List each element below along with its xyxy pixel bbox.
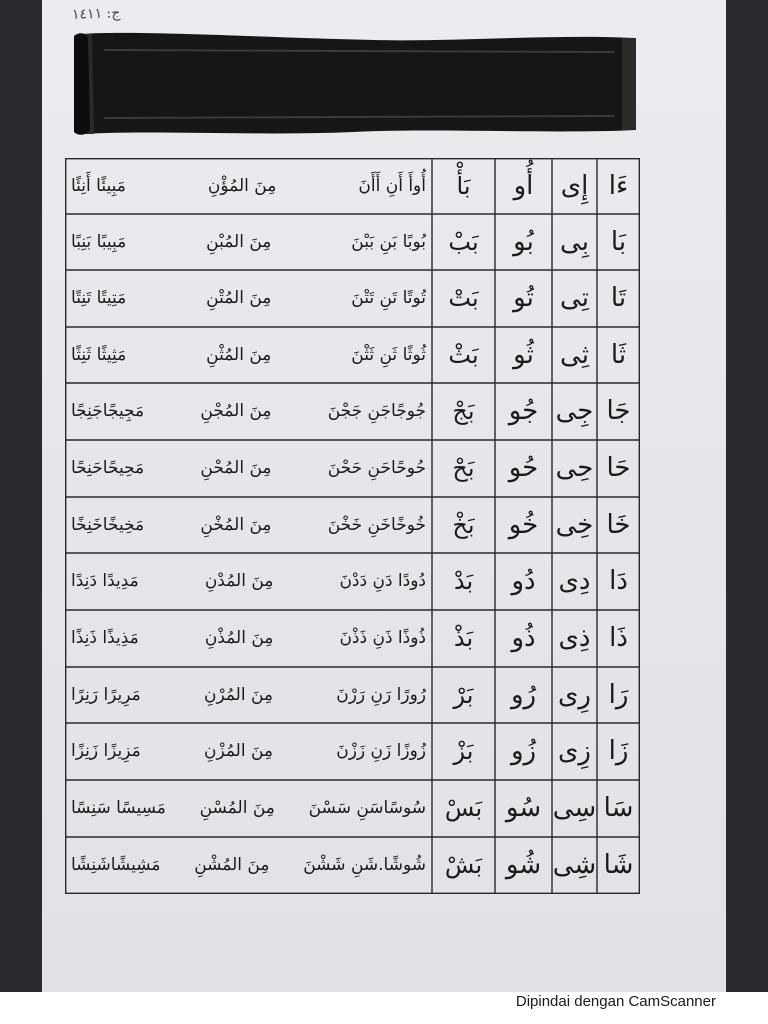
cell-dammah: سُو <box>505 793 542 823</box>
practice-words: سُوسًاسَنِ سَسْنَ <box>308 798 426 818</box>
table-row <box>65 837 640 893</box>
table-row <box>65 667 640 723</box>
cell-fathah: شَا <box>603 850 634 880</box>
cell-kasrah: حِى <box>555 453 594 483</box>
cell-fathah: زَا <box>608 736 629 766</box>
cell-practice <box>65 497 432 553</box>
cell-practice <box>65 270 432 326</box>
cell-practice <box>65 440 432 496</box>
cell-practice <box>65 667 432 723</box>
cell-practice <box>65 383 432 439</box>
cell-kasrah: إِى <box>560 171 589 201</box>
cell-sukun: بَدْ <box>453 567 474 595</box>
cell-practice <box>65 158 432 214</box>
cell-practice <box>65 837 432 893</box>
cell-fathah: تَا <box>610 283 627 313</box>
practice-words: حُوحًاحَنِ حَحْنَ <box>327 458 426 478</box>
table-row <box>65 610 640 666</box>
table-row <box>65 383 640 439</box>
practice-extra: مَذِيذًا ذَنِذًا <box>71 628 139 648</box>
cell-fathah: بَا <box>610 227 627 257</box>
table-row <box>65 497 640 553</box>
practice-extra: مَحِيحًاحَنِحًا <box>71 458 145 478</box>
table-row <box>65 440 640 496</box>
table-row <box>65 780 640 836</box>
cell-practice <box>65 780 432 836</box>
cell-sukun: بَحْ <box>452 454 475 482</box>
practice-words: جُوجًاجَنِ جَجْنَ <box>327 401 426 421</box>
cell-kasrah: سِى <box>552 793 597 823</box>
table-row <box>65 327 640 383</box>
cell-fathah: ءَا <box>608 171 629 201</box>
practice-words: رُورًا رَنِ رَرْنَ <box>336 685 426 705</box>
practice-extra: مَدِيدًا دَنِدًا <box>71 571 139 591</box>
cell-sukun: بَبْ <box>448 228 479 256</box>
practice-words: دُودًا دَنِ دَدْنَ <box>339 571 426 591</box>
cell-dammah: بُو <box>513 227 534 257</box>
practice-phrase: مِنَ المُذْنِ <box>204 628 274 648</box>
practice-words: تُوتًا تَنِ تَتْنَ <box>351 288 426 308</box>
practice-phrase: مِنَ المُسْنِ <box>199 798 275 818</box>
cell-kasrah: جِى <box>555 396 594 426</box>
practice-extra: مَبِيبًا بَنِبًا <box>71 232 127 252</box>
cell-fathah: رَا <box>608 680 629 710</box>
cell-kasrah: ثِى <box>560 340 589 370</box>
cell-kasrah: بِى <box>560 227 589 257</box>
cell-sukun: بَذْ <box>453 624 474 652</box>
cell-kasrah: دِى <box>558 566 591 596</box>
top-handwritten-note: ج: ١٤١١ <box>71 5 121 23</box>
cell-sukun: بَجْ <box>452 397 475 425</box>
practice-extra: مَرِيرًا رَنِرًا <box>71 685 141 705</box>
cell-practice <box>65 553 432 609</box>
cell-kasrah: شِى <box>552 850 597 880</box>
practice-words: بُوبًا بَنِ بَبْنَ <box>351 232 426 252</box>
cell-dammah: جُو <box>508 396 539 426</box>
cell-fathah: خَا <box>606 510 631 540</box>
cell-dammah: رُو <box>510 680 537 710</box>
practice-extra: مَشِيشًاشَنِشًا <box>71 855 161 875</box>
practice-words: شُوشًا.شَنِ شَشْنَ <box>303 855 426 875</box>
cell-kasrah: ذِى <box>558 623 591 653</box>
practice-phrase: مِنَ المُخْنِ <box>200 515 272 535</box>
cell-dammah: شُو <box>505 850 542 880</box>
cell-sukun: بَأْ <box>456 172 471 200</box>
cell-dammah: خُو <box>508 510 539 540</box>
practice-phrase: مِنَ المُثْنِ <box>206 345 272 365</box>
cell-practice <box>65 723 432 779</box>
practice-phrase: مِنَ المُتْنِ <box>206 288 272 308</box>
practice-phrase: مِنَ المُدْنِ <box>204 571 274 591</box>
cell-fathah: ذَا <box>609 623 628 653</box>
cell-fathah: دَا <box>609 566 628 596</box>
table-row <box>65 723 640 779</box>
cell-dammah: ذُو <box>511 623 536 653</box>
cell-sukun: بَشْ <box>444 851 483 879</box>
camscanner-watermark: Dipindai dengan CamScanner <box>515 993 716 1010</box>
practice-extra: مَسِيسًا سَنِسًا <box>71 798 166 818</box>
cell-kasrah: تِى <box>560 283 589 313</box>
practice-extra: مَبِيئًا أَنِئًا <box>71 176 126 196</box>
cell-kasrah: زِى <box>558 736 591 766</box>
cell-kasrah: رِى <box>558 680 591 710</box>
cell-dammah: دُو <box>511 566 536 596</box>
cell-fathah: جَا <box>606 396 631 426</box>
practice-phrase: مِنَ المُزْنِ <box>203 741 274 761</box>
practice-phrase: مِنَ المُرْنِ <box>203 685 274 705</box>
cell-dammah: ثُو <box>513 340 534 370</box>
cell-dammah: أُو <box>513 171 534 201</box>
cell-kasrah: خِى <box>555 510 594 540</box>
cell-dammah: تُو <box>513 283 534 313</box>
table-row <box>65 270 640 326</box>
cell-sukun: بَزْ <box>453 737 474 765</box>
cell-sukun: بَرْ <box>453 681 474 709</box>
cell-sukun: بَسْ <box>444 794 483 822</box>
title-banner <box>74 30 640 140</box>
practice-phrase: مِنَ المُبْنِ <box>206 232 272 252</box>
practice-words: زُوزًا زَنِ زَزْنَ <box>336 741 426 761</box>
cell-dammah: حُو <box>508 453 539 483</box>
cell-practice <box>65 214 432 270</box>
practice-words: ذُوذًا ذَنِ ذَذْنَ <box>339 628 426 648</box>
table-row <box>65 158 640 214</box>
practice-phrase: مِنَ المُحْنِ <box>200 458 272 478</box>
practice-phrase: مِنَ المُجْنِ <box>200 401 272 421</box>
table-row <box>65 553 640 609</box>
cell-sukun: بَثْ <box>448 341 479 369</box>
practice-words: ثُوثًا ثَنِ ثَثْنَ <box>351 345 426 365</box>
cell-fathah: ثَا <box>610 340 627 370</box>
cell-practice <box>65 610 432 666</box>
scroll-banner-graphic <box>74 30 640 140</box>
hijaiyah-table <box>65 158 640 894</box>
cell-dammah: زُو <box>510 736 537 766</box>
practice-phrase: مِنَ المُشْنِ <box>194 855 270 875</box>
cell-sukun: بَخْ <box>452 511 475 539</box>
cell-practice <box>65 327 432 383</box>
practice-extra: مَثِيثًا ثَنِثًا <box>71 345 127 365</box>
practice-phrase: مِنَ المُؤْنِ <box>207 176 277 196</box>
practice-extra: مَجِيجًاجَنِجًا <box>71 401 145 421</box>
table-row <box>65 214 640 270</box>
practice-extra: مَتِيتًا تَنِتًا <box>71 288 127 308</box>
practice-extra: مَزِيزًا زَنِزًا <box>71 741 141 761</box>
practice-extra: مَخِيخًاخَنِخًا <box>71 515 145 535</box>
cell-fathah: حَا <box>606 453 631 483</box>
practice-words: أُوأَ أَنِ أَأَنَ <box>358 176 426 196</box>
practice-words: خُوخًاخَنِ خَخْنَ <box>327 515 426 535</box>
cell-sukun: بَتْ <box>448 284 479 312</box>
cell-fathah: سَا <box>603 793 634 823</box>
